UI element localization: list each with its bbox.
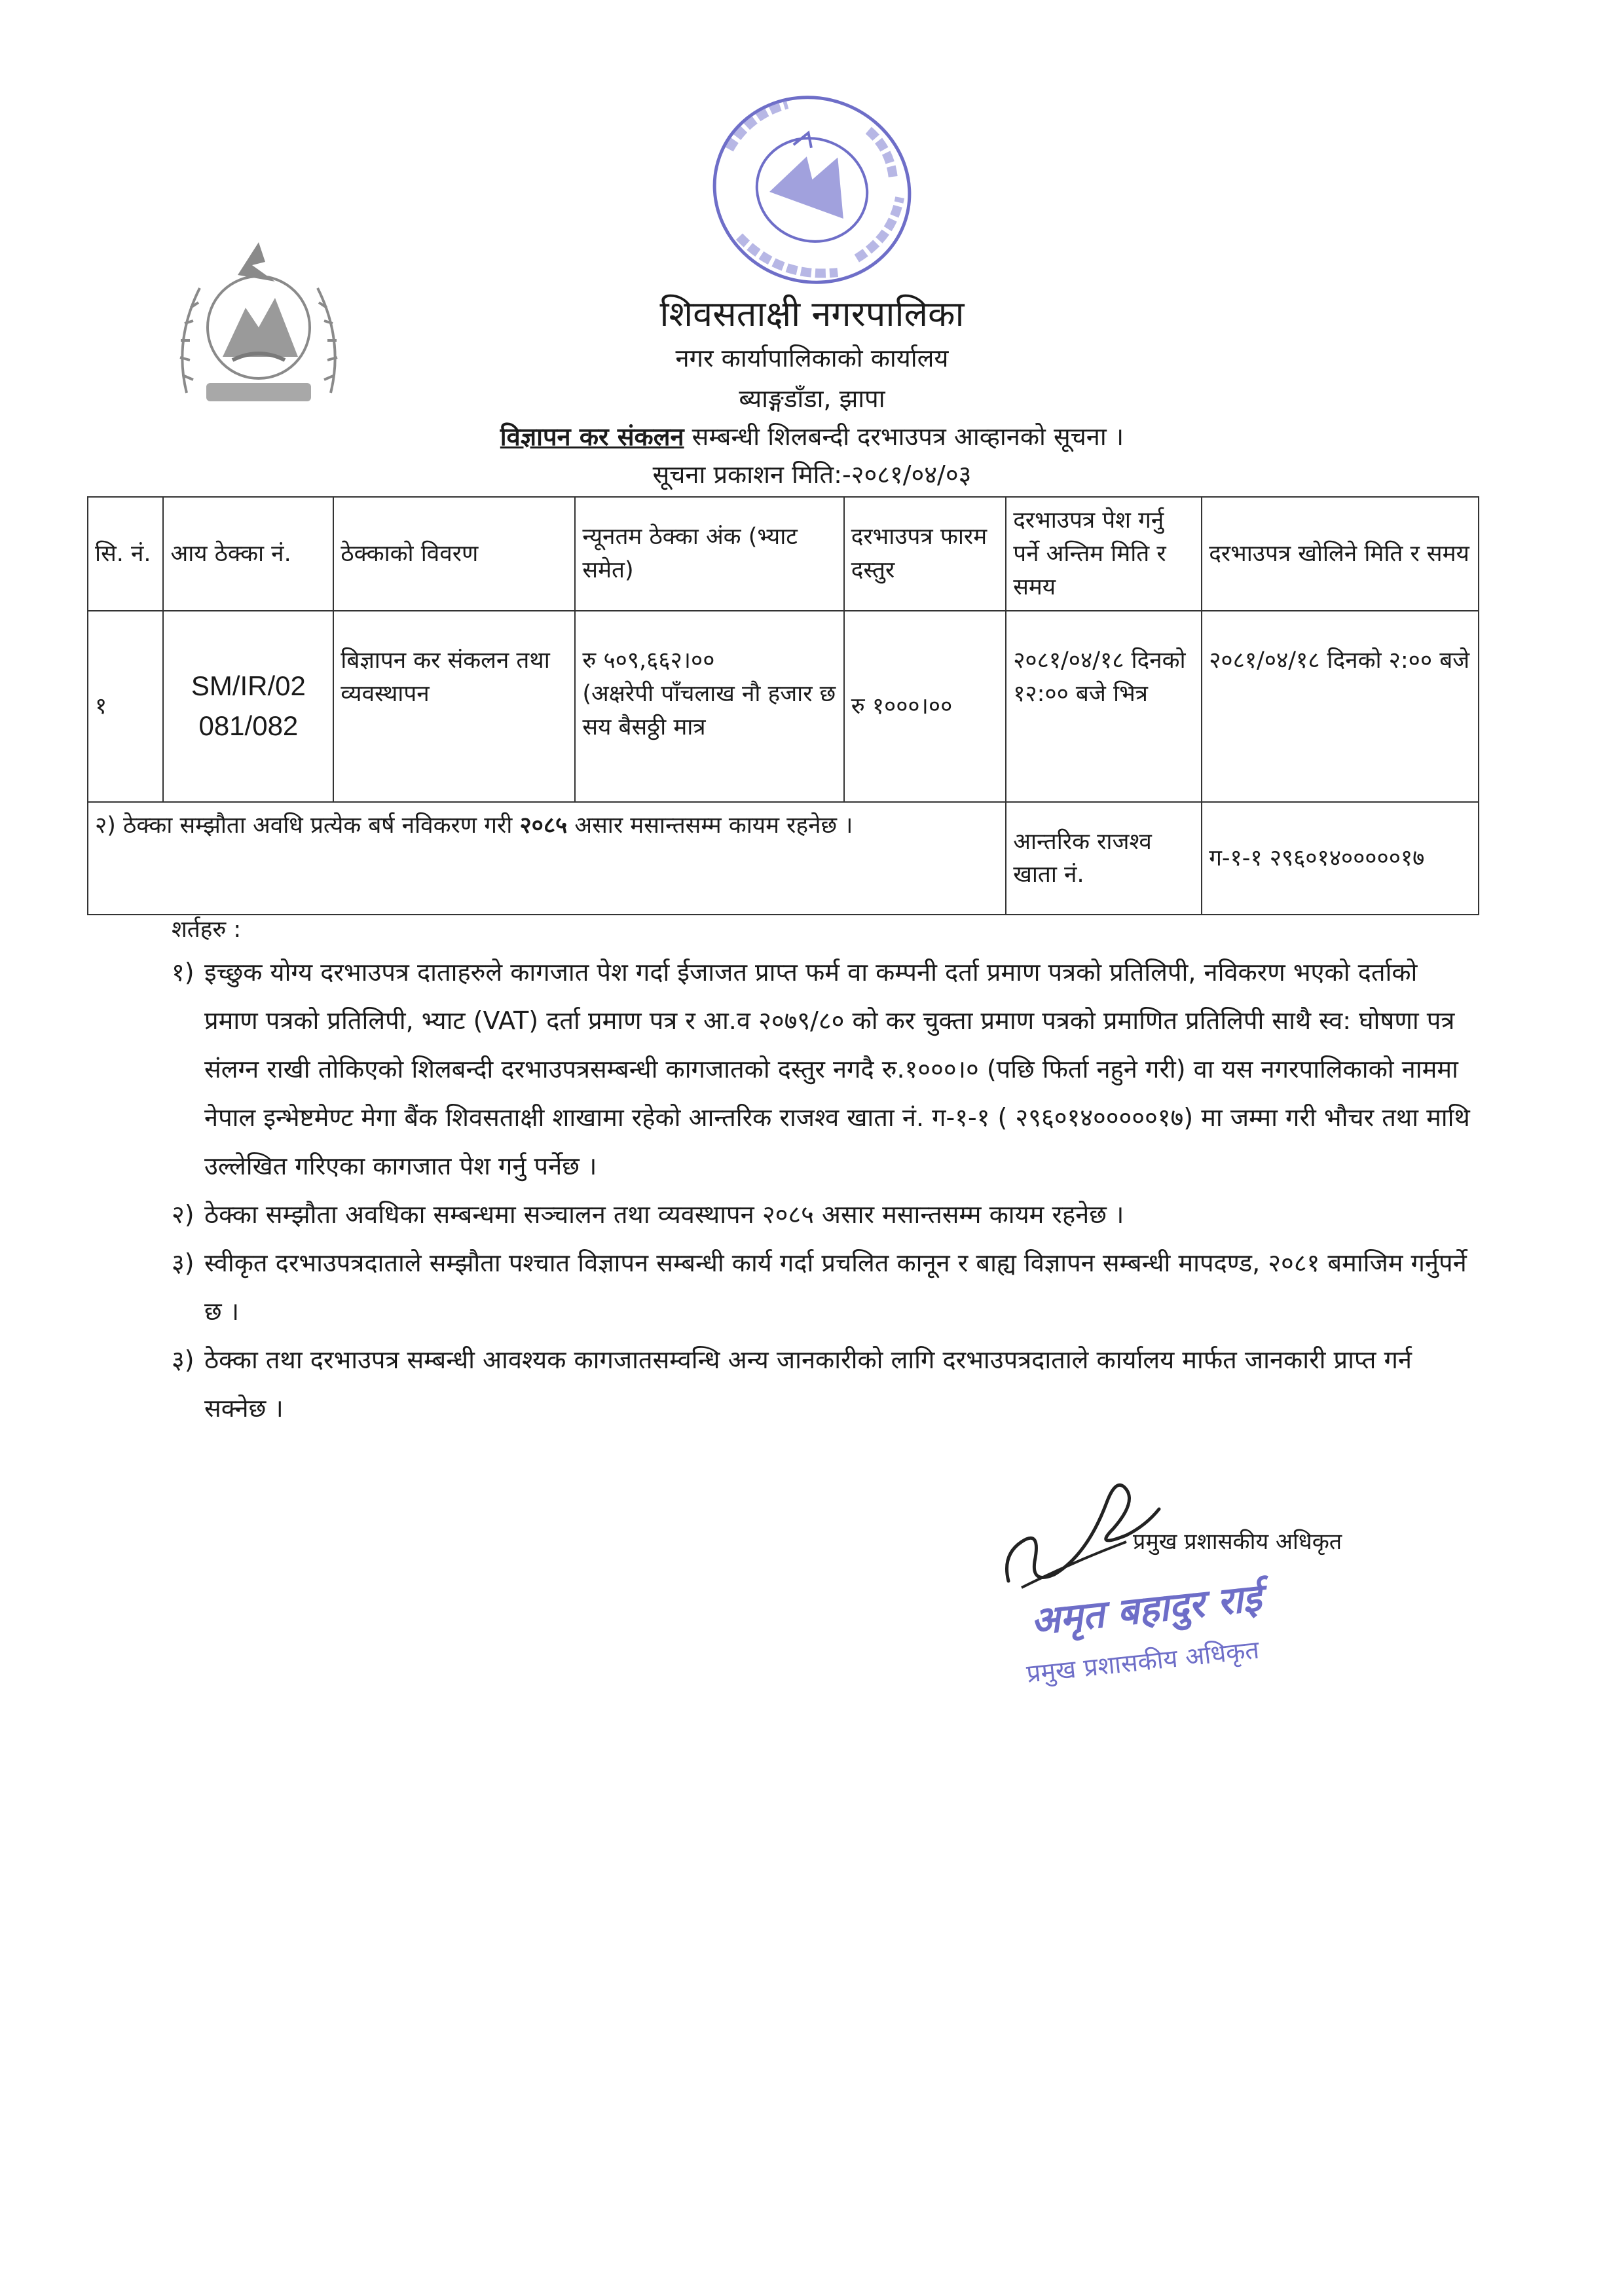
condition-number: ३) [172, 1345, 194, 1374]
list-item [172, 1336, 1475, 1432]
header-form-fee: दरभाउपत्र फारम दस्तुर [844, 497, 1006, 611]
cell-min-amount [575, 611, 843, 802]
cell-deadline: २०८१/०४/१८ दिनको १२:०० बजे भित्र [1006, 611, 1202, 802]
list-item [172, 1190, 1475, 1239]
list-item [172, 1239, 1475, 1336]
officer-name-stamp: अमृत बहादुर राई [1028, 1575, 1264, 1644]
header-sn: सि. नं. [88, 497, 163, 611]
cell-account-value: ग-१-१ २९६०१४०००००१७ [1202, 802, 1479, 915]
cell-form-fee: रु १०००।०० [844, 611, 1006, 802]
note-year: २०८५ [519, 812, 568, 839]
condition-text: स्वीकृत दरभाउपत्रदाताले सम्झौता पश्चात विज्ञापन सम्बन्धी कार्य गर्दा प्रचलित कानून र बाह्य विज्ञापन सम्बन्धी मापदण्ड, २०८१ बमाजिम गर्नुपर्ने छ । [204, 1248, 1467, 1326]
condition-text: ठेक्का सम्झौता अवधिका सम्बन्धमा सञ्चालन तथा व्यवस्थापन २०८५ असार मसान्तसम्म कायम रहनेछ । [204, 1200, 1124, 1229]
header-description: ठेक्काको विवरण [333, 497, 575, 611]
cell-description: बिज्ञापन कर संकलन तथा व्यवस्थापन [333, 611, 575, 802]
notice-title-highlight: विज्ञापन कर संकलन [500, 422, 684, 451]
min-amount-words: (अक्षरेपी पाँचलाख नौ हजार छ सय बैसठ्ठी मात्र [582, 681, 836, 740]
cell-sn: १ [88, 611, 163, 802]
notice-title-rest: सम्बन्धी शिलबन्दी दरभाउपत्र आव्हानको सूचना । [684, 422, 1124, 451]
condition-number: १) [172, 958, 194, 987]
header-contract-no: आय ठेक्का नं. [163, 497, 333, 611]
office-address: ब्याङ्गडाँडा, झापा [739, 384, 885, 413]
cell-contract-no [163, 611, 333, 802]
header-opening: दरभाउपत्र खोलिने मिति र समय [1202, 497, 1479, 611]
contract-code-line-2: 081/082 [198, 710, 299, 742]
cell-contract-note [88, 802, 1006, 915]
table-footer-row [88, 802, 1479, 915]
cell-account-label: आन्तरिक राजश्व खाता नं. [1006, 802, 1202, 915]
publication-date: सूचना प्रकाशन मिति:-२०८१/०४/०३ [652, 460, 972, 489]
conditions-heading: शर्तहरु : [172, 917, 242, 943]
header-min-amount: न्यूनतम ठेक्का अंक (भ्याट समेत) [575, 497, 843, 611]
condition-text: इच्छुक योग्य दरभाउपत्र दाताहरुले कागजात पेश गर्दा ईजाजत प्राप्त फर्म वा कम्पनी दर्ता प्रमाण पत्रको प्रतिलिपी, नविकरण भएको दर्ताको प्रमाण पत्रको प्रतिलिपी, भ्याट (VAT) दर्ता प्रमाण पत्र र आ.व २०७९/८० को कर चुक्ता प्रमाण पत्रको प्रमाणित प्रतिलिपी साथै स्व: घोषणा पत्र संलग्न राखी तोकिएको शिलबन्दी दरभाउपत्रसम्बन्धी कागजातको दस्तुर नगदै रु.१०००।० (पछि फिर्ता नहुने गरी) वा यस नगरपालिकाको नाममा नेपाल इन्भेष्टमेण्ट मेगा बैंक शिवसताक्षी शाखामा रहेको आन्तरिक राजश्व खाता नं. ग-१-१ ( २९६०१४०००००१७) मा जम्मा गरी भौचर तथा माथि उल्लेखित गरिएका कागजात पेश गर्नु पर्नेछ । [204, 958, 1470, 1180]
notice-title [0, 419, 1624, 453]
office-name: नगर कार्यापालिकाको कार्यालय [675, 344, 949, 373]
min-amount-figure: रु ५०९,६६२।०० [582, 647, 715, 674]
header-deadline: दरभाउपत्र पेश गर्नु पर्ने अन्तिम मिति र समय [1006, 497, 1202, 611]
signatory-designation: प्रमुख प्रशासकीय अधिकृत [1133, 1529, 1342, 1555]
note-text-2: असार मसान्तसम्म कायम रहनेछ । [567, 812, 853, 839]
contract-table [87, 496, 1479, 915]
municipality-seal-stamp [681, 82, 943, 298]
table-row [88, 611, 1479, 802]
cell-opening: २०८१/०४/१८ दिनको २:०० बजे [1202, 611, 1479, 802]
condition-text: ठेक्का तथा दरभाउपत्र सम्बन्धी आवश्यक कागजातसम्वन्धि अन्य जानकारीको लागि दरभाउपत्रदाताले कार्यालय मार्फत जानकारी प्राप्त गर्न सक्नेछ । [204, 1345, 1412, 1423]
conditions-list [172, 948, 1475, 1432]
table-header-row [88, 497, 1479, 611]
org-name: शिवसताक्षी नगरपालिका [659, 293, 965, 335]
contract-code-line-1: SM/IR/02 [191, 670, 306, 702]
condition-number: २) [172, 1200, 194, 1229]
officer-title-stamp: प्रमुख प्रशासकीय अधिकृत [1025, 1635, 1261, 1688]
note-text-1: २) ठेक्का सम्झौता अवधि प्रत्येक बर्ष नविकरण गरी [95, 812, 520, 839]
list-item [172, 948, 1475, 1190]
condition-number: ३) [172, 1248, 194, 1277]
